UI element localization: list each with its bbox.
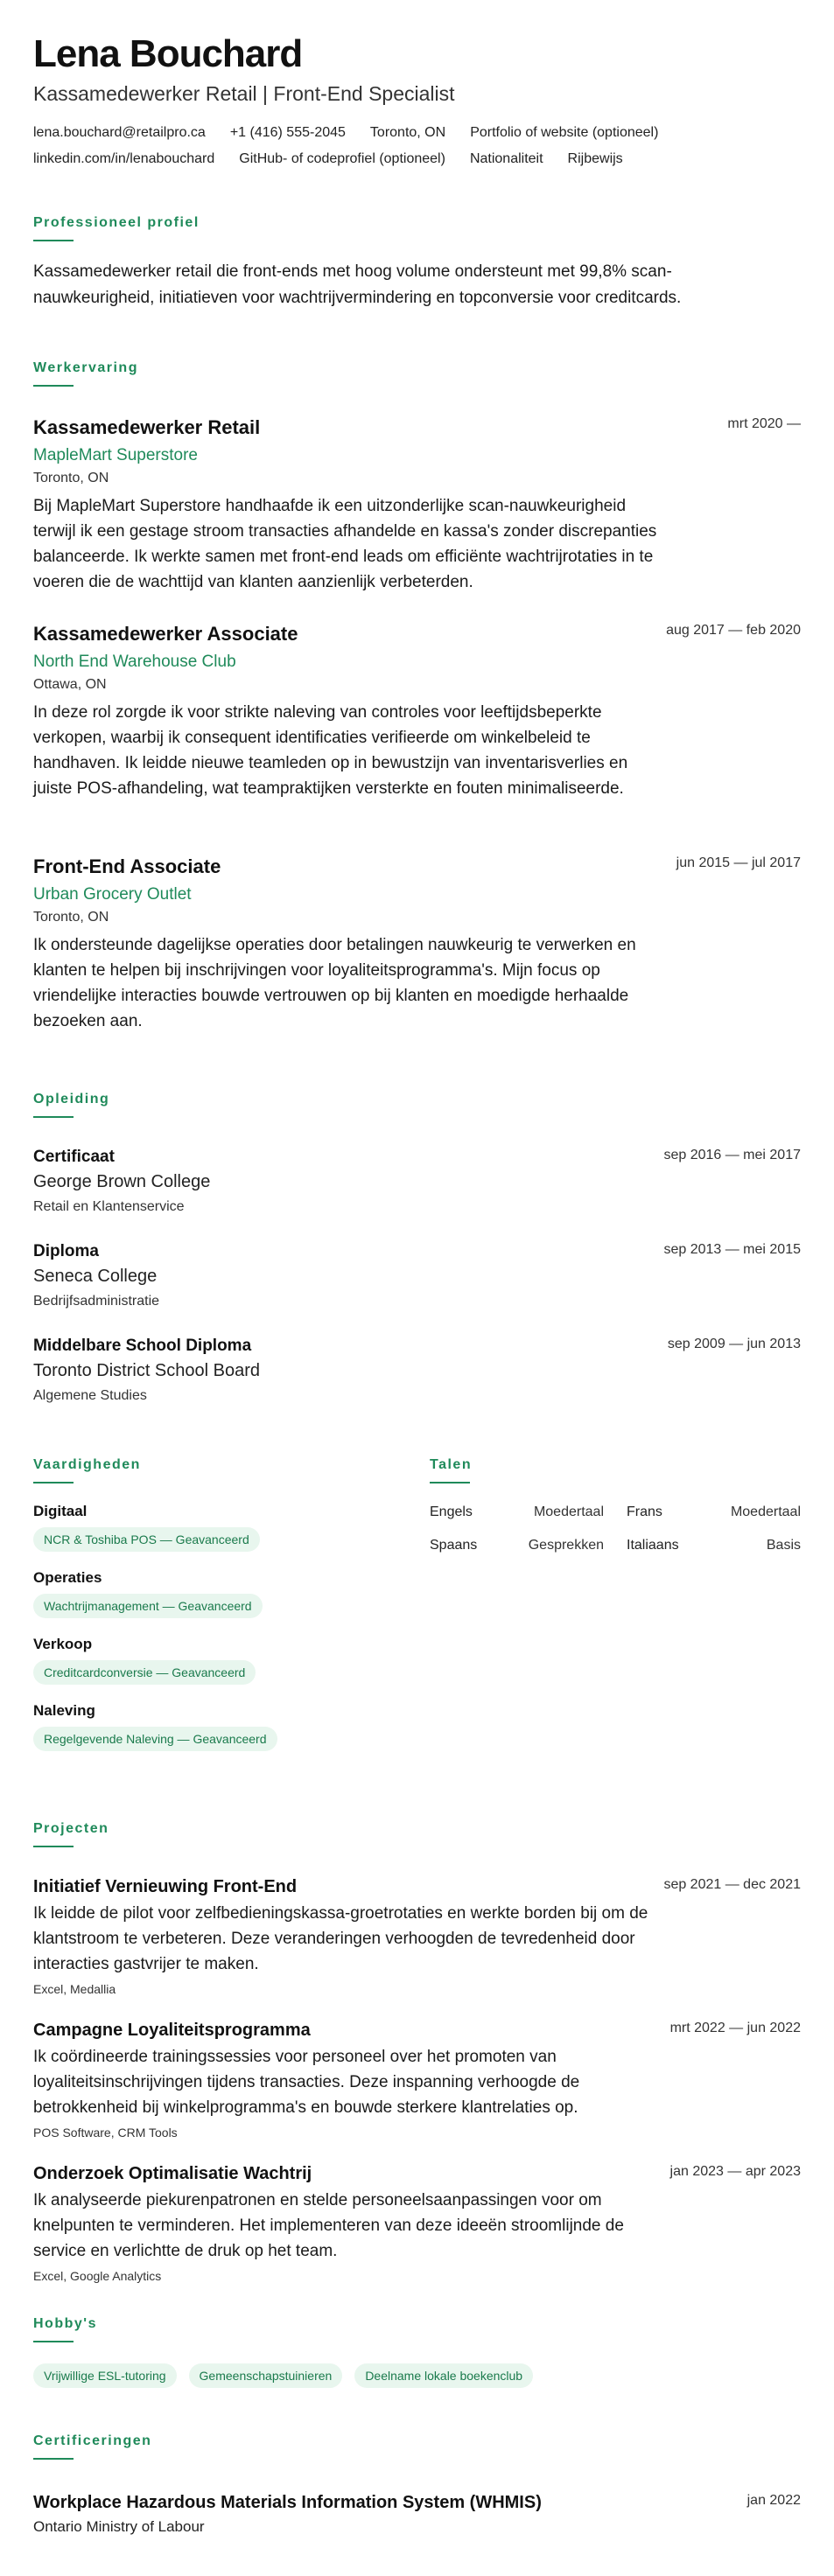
projects-section bbox=[33, 1821, 801, 1847]
project-entry bbox=[33, 2164, 801, 2283]
job-description: Ik ondersteunde dagelijkse operaties door betalingen nauwkeurig te verwerken en klanten te helpen bij inschrijvingen voor loyaliteitsprogramma's. Mijn focus op vriendelijke interacties bouwde vertrouwen op bij klanten en moedigde herhaalde bezoeken aan. bbox=[33, 936, 636, 1030]
education-entry bbox=[33, 1337, 801, 1404]
hobby-pill: Deelname lokale boekenclub bbox=[354, 2363, 533, 2388]
section-title-hobbies: Hobby's bbox=[33, 2316, 97, 2331]
skill-category: Verkoop bbox=[33, 1636, 93, 1652]
project-title: Campagne Loyaliteitsprogramma bbox=[33, 2021, 311, 2040]
certifications-section bbox=[33, 2433, 801, 2460]
section-title-languages: Talen bbox=[430, 1457, 473, 1472]
language-item bbox=[627, 1538, 801, 1553]
candidate-role: Kassamedewerker Retail | Front-End Specialist bbox=[33, 82, 455, 105]
job-location: Toronto, ON bbox=[33, 471, 109, 485]
contact-portfolio[interactable]: Portfolio of website (optioneel) bbox=[470, 125, 659, 140]
contact-linkedin[interactable]: linkedin.com/in/lenabouchard bbox=[33, 151, 215, 166]
section-divider bbox=[33, 2341, 74, 2342]
skill-pill: NCR & Toshiba POS — Geavanceerd bbox=[33, 1527, 260, 1552]
language-name: Frans bbox=[627, 1504, 662, 1519]
hobby-list bbox=[33, 2356, 801, 2388]
entry-date: jan 2022 bbox=[746, 2493, 801, 2508]
hobby-pill: Vrijwillige ESL-tutoring bbox=[33, 2363, 177, 2388]
profile-section bbox=[33, 215, 801, 311]
experience-entry bbox=[33, 416, 801, 595]
section-divider bbox=[33, 385, 74, 387]
project-title: Onderzoek Optimalisatie Wachtrij bbox=[33, 2164, 312, 2183]
skill-group bbox=[33, 1503, 430, 1552]
school-name: Seneca College bbox=[33, 1267, 158, 1286]
skill-category: Operaties bbox=[33, 1569, 102, 1586]
project-description: Ik leidde de pilot voor zelfbedieningskassa-groetrotaties en werkte borden bij om de klantstroom te verbeteren. Deze veranderingen verhoogden de tevredenheid door interacties gastvrijer te maken. bbox=[33, 1904, 648, 1973]
certification-issuer: Ontario Ministry of Labour bbox=[33, 2518, 205, 2535]
section-title-certifications: Certificeringen bbox=[33, 2433, 152, 2448]
skill-group bbox=[33, 1636, 430, 1685]
degree: Middelbare School Diploma bbox=[33, 1337, 252, 1355]
project-entry bbox=[33, 1877, 801, 1996]
contact-license: Rijbewijs bbox=[567, 151, 623, 166]
language-item bbox=[430, 1504, 604, 1520]
project-tools: Excel, Medallia bbox=[33, 1982, 116, 1996]
school-name: Toronto District School Board bbox=[33, 1361, 261, 1380]
section-divider bbox=[430, 1482, 470, 1483]
project-tools: Excel, Google Analytics bbox=[33, 2269, 162, 2283]
education-entry bbox=[33, 1242, 801, 1309]
contact-email[interactable]: lena.bouchard@retailpro.ca bbox=[33, 125, 206, 140]
language-level: Moedertaal bbox=[730, 1504, 801, 1519]
certification-title: Workplace Hazardous Materials Information System (WHMIS) bbox=[33, 2493, 542, 2512]
job-location: Toronto, ON bbox=[33, 910, 109, 925]
language-level: Gesprekken bbox=[528, 1538, 604, 1553]
language-name: Italiaans bbox=[627, 1538, 679, 1553]
skill-group bbox=[33, 1569, 430, 1618]
project-description: Ik analyseerde piekurenpatronen en stelde personeelsaanpassingen voor om knelpunten te verminderen. Het implementeren van deze ideeën stroomlijnde de service en verlichtte de druk op het team. bbox=[33, 2191, 624, 2260]
section-title-profile: Professioneel profiel bbox=[33, 215, 200, 230]
project-entry bbox=[33, 2021, 801, 2140]
education-section bbox=[33, 1092, 801, 1118]
company-name: North End Warehouse Club bbox=[33, 653, 236, 671]
entry-date: jun 2015 — jul 2017 bbox=[676, 855, 801, 870]
skill-pill: Regelgevende Naleving — Geavanceerd bbox=[33, 1727, 277, 1751]
job-title: Kassamedewerker Retail bbox=[33, 416, 261, 438]
entry-date: mrt 2020 — bbox=[727, 416, 801, 431]
project-title: Initiatief Vernieuwing Front-End bbox=[33, 1877, 298, 1896]
language-item bbox=[430, 1538, 604, 1553]
skills-languages-row bbox=[33, 1457, 801, 1751]
contact-nationality: Nationaliteit bbox=[469, 151, 543, 166]
section-divider bbox=[33, 1846, 74, 1847]
section-title-experience: Werkervaring bbox=[33, 360, 138, 375]
language-level: Moedertaal bbox=[533, 1504, 604, 1519]
job-title: Kassamedewerker Associate bbox=[33, 623, 298, 645]
company-name: MapleMart Superstore bbox=[33, 446, 198, 464]
skills-section bbox=[33, 1457, 430, 1751]
certification-entry bbox=[33, 2493, 801, 2536]
contact-row-2 bbox=[33, 151, 801, 167]
skill-category: Naleving bbox=[33, 1702, 95, 1719]
experience-entry bbox=[33, 623, 801, 801]
entry-date: mrt 2022 — jun 2022 bbox=[669, 2021, 801, 2035]
skill-category: Digitaal bbox=[33, 1503, 88, 1519]
experience-entry bbox=[33, 855, 801, 1034]
contact-phone[interactable]: +1 (416) 555-2045 bbox=[229, 125, 346, 140]
resume-header bbox=[33, 33, 801, 167]
skill-pill: Creditcardconversie — Geavanceerd bbox=[33, 1660, 256, 1685]
language-level: Basis bbox=[766, 1538, 801, 1553]
degree: Certificaat bbox=[33, 1148, 115, 1166]
field-of-study: Algemene Studies bbox=[33, 1388, 147, 1403]
entry-date: aug 2017 — feb 2020 bbox=[666, 623, 801, 638]
section-divider bbox=[33, 1482, 74, 1483]
hobbies-section bbox=[33, 2316, 801, 2388]
entry-date: sep 2021 — dec 2021 bbox=[663, 1877, 801, 1892]
entry-date: sep 2016 — mei 2017 bbox=[663, 1148, 801, 1162]
entry-date: sep 2013 — mei 2015 bbox=[663, 1242, 801, 1257]
school-name: George Brown College bbox=[33, 1172, 211, 1191]
profile-summary: Kassamedewerker retail die front-ends met hoog volume ondersteunt met 99,8% scan-nauwkeurigheid, initiatieven voor wachtrijvermindering en topconversie voor creditcards. bbox=[33, 262, 682, 307]
contact-github[interactable]: GitHub- of codeprofiel (optioneel) bbox=[239, 151, 445, 166]
job-title: Front-End Associate bbox=[33, 855, 221, 877]
job-description: Bij MapleMart Superstore handhaafde ik een uitzonderlijke scan-nauwkeurigheid terwijl ik een gestage stroom transacties afhandelde en kassa's zonder discrepanties balanceerde. Ik werkte samen met front-end leads om efficiënte wachtrijrotaties in te voeren die de wachttijd van klanten aanzienlijk verbeterden. bbox=[33, 497, 657, 591]
project-tools: POS Software, CRM Tools bbox=[33, 2126, 178, 2140]
field-of-study: Bedrijfsadministratie bbox=[33, 1294, 160, 1309]
section-title-skills: Vaardigheden bbox=[33, 1457, 141, 1472]
contact-location: Toronto, ON bbox=[369, 125, 446, 140]
skill-pill: Wachtrijmanagement — Geavanceerd bbox=[33, 1594, 263, 1618]
field-of-study: Retail en Klantenservice bbox=[33, 1199, 185, 1214]
section-divider bbox=[33, 240, 74, 241]
contact-row-1 bbox=[33, 125, 801, 141]
hobby-pill: Gemeenschapstuinieren bbox=[189, 2363, 343, 2388]
entry-date: jan 2023 — apr 2023 bbox=[669, 2164, 801, 2179]
entry-date: sep 2009 — jun 2013 bbox=[667, 1337, 801, 1351]
section-title-education: Opleiding bbox=[33, 1092, 110, 1106]
project-description: Ik coördineerde trainingssessies voor personeel over het promoten van loyaliteitsinschrijvingen tijdens transacties. Deze inspanning verhoogde de betrokkenheid bij winkelprogramma's en bouwde sterkere klantrelaties op. bbox=[33, 2048, 580, 2117]
degree: Diploma bbox=[33, 1242, 99, 1260]
section-title-projects: Projecten bbox=[33, 1821, 109, 1836]
languages-grid bbox=[430, 1504, 801, 1553]
candidate-name: Lena Bouchard bbox=[33, 32, 303, 75]
experience-section bbox=[33, 360, 801, 387]
company-name: Urban Grocery Outlet bbox=[33, 885, 192, 904]
job-location: Ottawa, ON bbox=[33, 677, 107, 692]
section-divider bbox=[33, 1116, 74, 1118]
skill-group bbox=[33, 1702, 430, 1751]
education-entry bbox=[33, 1148, 801, 1215]
language-item bbox=[627, 1504, 801, 1520]
language-name: Engels bbox=[430, 1504, 473, 1519]
section-divider bbox=[33, 2458, 74, 2460]
job-description: In deze rol zorgde ik voor strikte naleving van controles voor leeftijdsbeperkte verkopen, waarbij ik consequent identificaties verifieerde om winkelbeleid te handhaven. Ik leidde nieuwe teamleden op in bewustzijn van inventarisverlies en juiste POS-afhandeling, wat teampraktijken versterkte en fouten minimaliseerde. bbox=[33, 703, 628, 798]
language-name: Spaans bbox=[430, 1538, 478, 1553]
languages-section bbox=[430, 1457, 801, 1751]
